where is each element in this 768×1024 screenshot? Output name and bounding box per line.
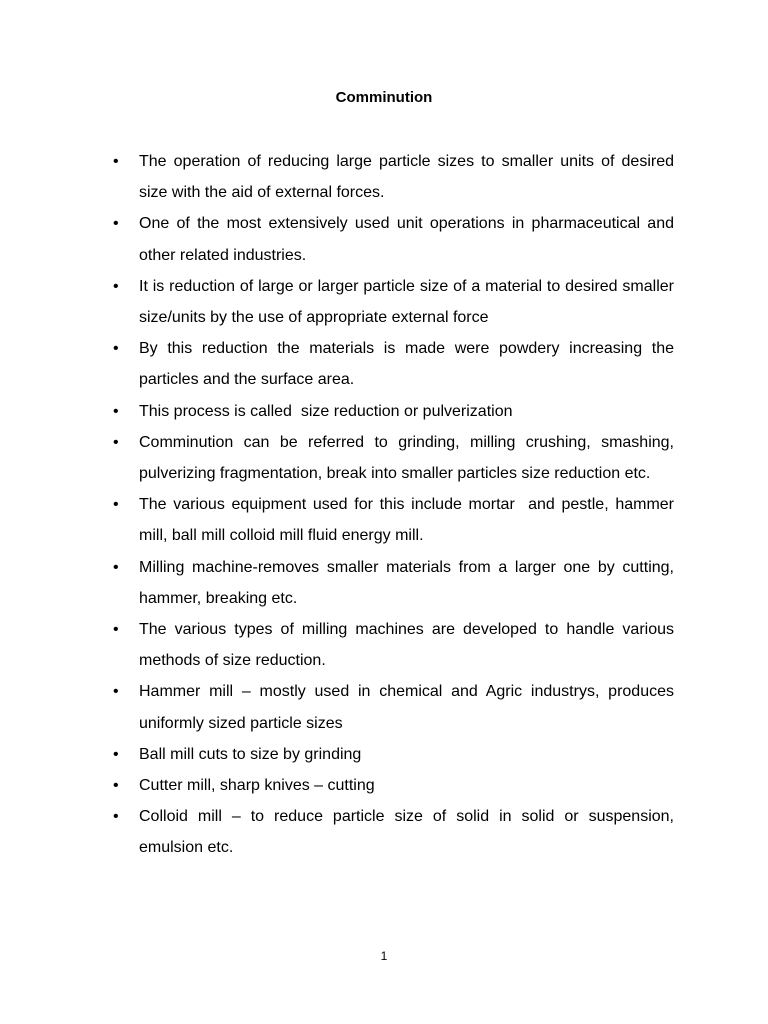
list-item-text: It is reduction of large or larger particle size of a material to desired smaller size/units by the use of appropriate external force [139,277,679,327]
list-item-text: Milling machine-removes smaller materials from a larger one by cutting, hammer, breaking etc. [139,558,679,607]
list-item [110,489,679,551]
list-item [110,271,679,333]
list-item-text: Hammer mill – mostly used in chemical and Agric industrys, produces uniformly sized particle sizes [139,683,679,732]
list-item [110,801,679,863]
list-item-text: Colloid mill – to reduce particle size of solid in solid or suspension, emulsion etc. [139,808,679,857]
bullet-marker: • [113,496,119,514]
bullet-marker: • [113,808,119,826]
bullet-marker: • [113,153,119,170]
list-item [110,396,674,427]
bullet-marker: • [113,683,119,701]
bullet-marker: • [113,558,119,576]
list-item-text: By this reduction the materials is made were powdery increasing the particles and the surface area. [139,340,679,389]
list-item-text: This process is called size reduction or pulverization [139,402,513,420]
list-item-text: The various equipment used for this include mortar and pestle, hammer mill, ball mill colloid mill fluid energy mill. [139,496,679,545]
page-number: 1 [380,949,388,963]
list-item-text: The various types of milling machines are developed to handle various methods of size reduction. [139,621,679,670]
list-item [110,770,674,801]
list-item [110,427,679,489]
list-item-text: Cutter mill, sharp knives – cutting [139,777,375,795]
page-title: Comminution [335,89,433,106]
bullet-marker: • [113,215,119,233]
list-item-text: Ball mill cuts to size by grinding [139,745,362,763]
bullet-marker: • [113,621,119,639]
list-item-text: The operation of reducing large particle sizes to smaller units of desired size with the aid of external forces. [139,153,679,202]
list-item [110,208,679,270]
bullet-marker: • [113,340,119,358]
list-item [110,676,679,738]
list-item [110,614,679,676]
list-item [110,146,679,208]
bullet-marker: • [113,745,119,763]
bullet-list [110,146,679,864]
bullet-marker: • [113,277,119,295]
bullet-marker: • [113,402,119,420]
list-item [110,552,679,614]
list-item [110,333,679,395]
bullet-marker: • [113,433,119,451]
list-item-text: One of the most extensively used unit operations in pharmaceutical and other related industries. [139,215,679,264]
list-item-text: Comminution can be referred to grinding, milling crushing, smashing, pulverizing fragmentation, break into smaller particles size reduction etc. [139,433,679,483]
bullet-marker: • [113,777,119,795]
list-item [110,739,674,770]
